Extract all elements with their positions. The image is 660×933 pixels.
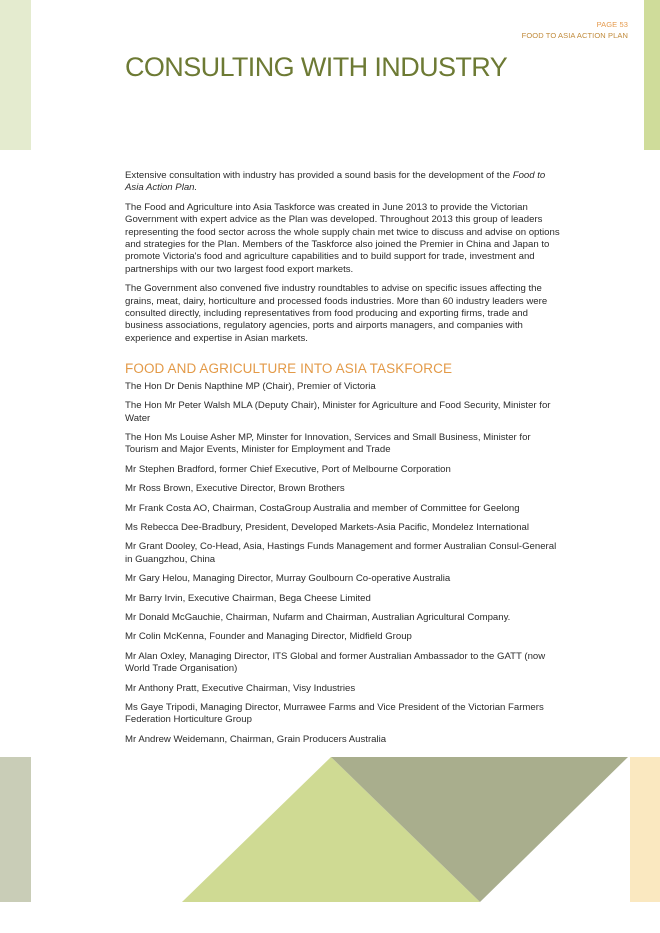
taskforce-member: Mr Alan Oxley, Managing Director, ITS Global and former Australian Ambassador to the GATT (now World Trade Organisation) bbox=[125, 650, 546, 675]
taskforce-paragraph: The Food and Agriculture into Asia Taskforce was created in June 2013 to provide the Victorian Government with expert advice as the Plan was developed. Throughout 2013 this group of leaders representing the food sector across the whole supply chain met twice to discuss and advise on options and strategies for the Plan. Members of the Taskforce also joined the Premier in China and Japan to promote Victoria's food and agriculture capabilities and to build support for trade, investment and partnerships with our two largest food export markets. bbox=[125, 201, 560, 275]
taskforce-member: Mr Grant Dooley, Co-Head, Asia, Hastings Funds Management and former Australian Consul-General in Guangzhou, China bbox=[125, 541, 557, 565]
taskforce-heading: FOOD AND AGRICULTURE INTO ASIA TASKFORCE bbox=[125, 361, 453, 377]
taskforce-member: Mr Donald McGauchie, Chairman, Nufarm and Chairman, Australian Agricultural Company. bbox=[125, 611, 511, 623]
taskforce-member: The Hon Ms Louise Asher MP, Minster for Innovation, Services and Small Business, Minister for Tourism and Major Events, Minister for Employment and Trade bbox=[125, 431, 531, 456]
document-title: FOOD TO ASIA ACTION PLAN bbox=[521, 31, 628, 40]
page-title: CONSULTING WITH INDUSTRY bbox=[125, 52, 508, 82]
taskforce-member: The Hon Mr Peter Walsh MLA (Deputy Chair), Minister for Agriculture and Food Security, Minister for Water bbox=[125, 400, 551, 424]
intro-paragraph bbox=[125, 170, 565, 195]
taskforce-member: Mr Stephen Bradford, former Chief Executive, Port of Melbourne Corporation bbox=[125, 463, 451, 475]
main-content bbox=[125, 170, 565, 753]
taskforce-member: Ms Gaye Tripodi, Managing Director, Murrawee Farms and Vice President of the Victorian Farmers Federation Horticulture Group bbox=[125, 702, 544, 726]
taskforce-member: Mr Barry Irvin, Executive Chairman, Bega Cheese Limited bbox=[125, 592, 371, 604]
taskforce-member: The Hon Dr Denis Napthine MP (Chair), Premier of Victoria bbox=[125, 380, 376, 392]
intro-lead: Extensive consultation with industry has provided a sound basis for the development of the bbox=[125, 170, 511, 181]
decorative-bar-top-right bbox=[644, 0, 660, 150]
taskforce-member: Mr Gary Helou, Managing Director, Murray Goulbourn Co-operative Australia bbox=[125, 573, 451, 585]
intro-plan-title: Food to Asia Action Plan. bbox=[125, 170, 546, 194]
decorative-triangles bbox=[0, 757, 660, 933]
roundtables-paragraph: The Government also convened five industry roundtables to advise on specific issues affecting the grains, meat, dairy, horticulture and processed foods industries. More than 60 industry leaders were consulted directly, including representatives from food producing and exporting firms, trade and business associations, regulatory agencies, ports and airports managers, and companies with experience and expertise in Asian markets. bbox=[125, 283, 548, 344]
taskforce-member: Mr Ross Brown, Executive Director, Brown Brothers bbox=[125, 483, 345, 495]
page-header bbox=[522, 19, 628, 41]
decorative-bar-top-left bbox=[0, 0, 31, 150]
taskforce-member: Mr Frank Costa AO, Chairman, CostaGroup Australia and member of Committee for Geelong bbox=[125, 502, 520, 514]
taskforce-member-list bbox=[125, 381, 565, 747]
taskforce-member: Ms Rebecca Dee-Bradbury, President, Developed Markets-Asia Pacific, Mondelez International bbox=[125, 521, 530, 533]
taskforce-member: Mr Andrew Weidemann, Chairman, Grain Producers Australia bbox=[125, 733, 387, 745]
taskforce-member: Mr Colin McKenna, Founder and Managing Director, Midfield Group bbox=[125, 631, 412, 643]
page-number: PAGE 53 bbox=[596, 20, 628, 29]
taskforce-member: Mr Anthony Pratt, Executive Chairman, Visy Industries bbox=[125, 682, 356, 694]
